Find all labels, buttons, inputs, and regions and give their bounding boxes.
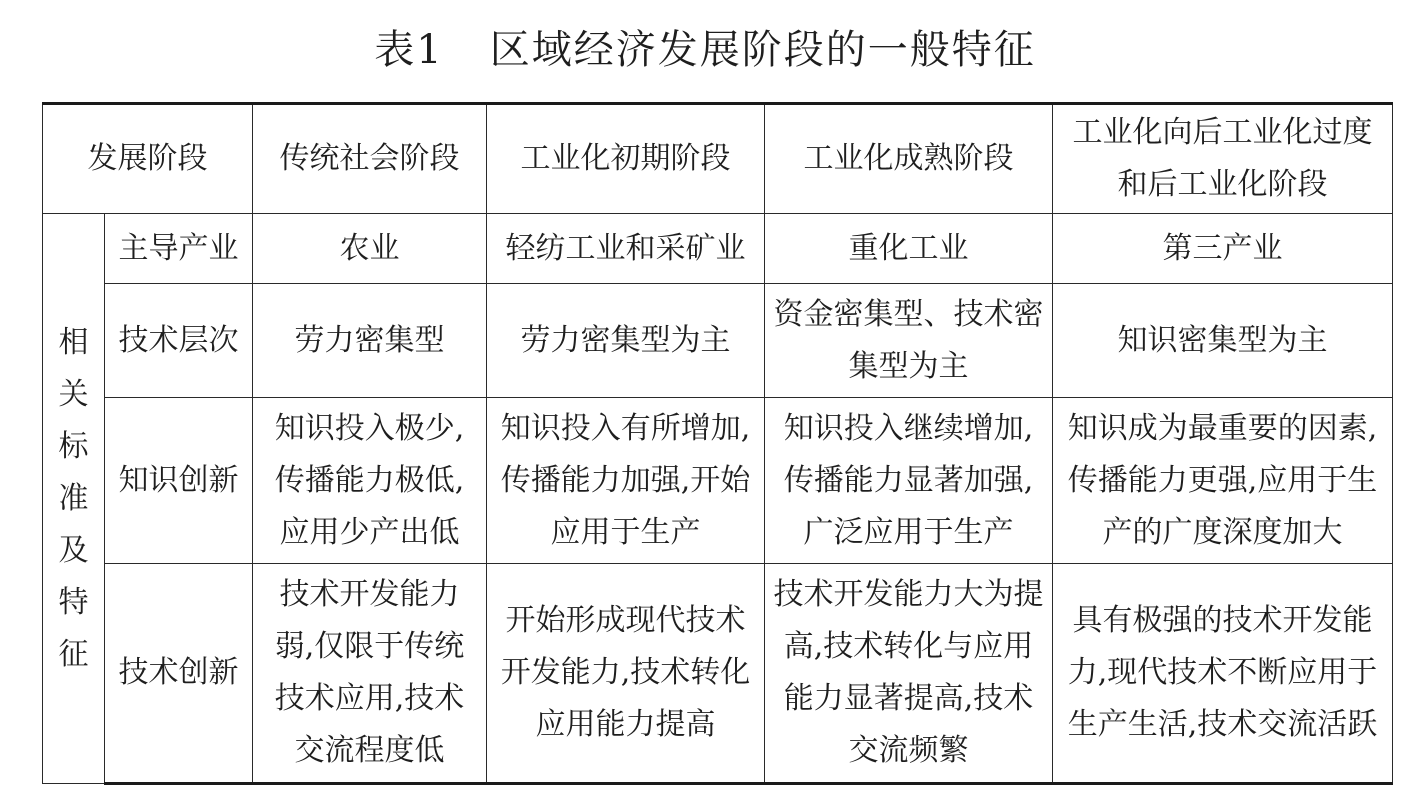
table-cell: 技术开发能力大为提高,技术转化与应用能力显著提高,技术交流频繁 xyxy=(765,564,1053,784)
row-label-knowledge-innovation: 知识创新 xyxy=(105,398,253,564)
row-label-leading-industry: 主导产业 xyxy=(105,214,253,284)
table-caption: 区域经济发展阶段的一般特征 xyxy=(489,27,1036,73)
row-label-tech-level: 技术层次 xyxy=(105,284,253,398)
table-cell: 知识投入有所增加,传播能力加强,开始应用于生产 xyxy=(487,398,765,564)
table-cell: 重化工业 xyxy=(765,214,1053,284)
header-col-traditional: 传统社会阶段 xyxy=(253,104,487,214)
row-label-tech-innovation: 技术创新 xyxy=(105,564,253,784)
header-stage-label: 发展阶段 xyxy=(43,104,253,214)
table-number: 表1 xyxy=(374,27,444,73)
stage-characteristics-table xyxy=(42,102,1393,785)
group-label: 相关标准及特征 xyxy=(58,324,89,672)
table-cell: 劳力密集型 xyxy=(253,284,487,398)
header-row xyxy=(43,104,1393,214)
table-cell: 技术开发能力弱,仅限于传统技术应用,技术交流程度低 xyxy=(253,564,487,784)
header-col-early-industrial: 工业化初期阶段 xyxy=(487,104,765,214)
table-cell: 劳力密集型为主 xyxy=(487,284,765,398)
table-cell: 轻纺工业和采矿业 xyxy=(487,214,765,284)
table-cell: 知识成为最重要的因素,传播能力更强,应用于生产的广度深度加大 xyxy=(1053,398,1393,564)
table-cell: 知识投入极少,传播能力极低,应用少产出低 xyxy=(253,398,487,564)
table-cell: 知识投入继续增加,传播能力显著加强,广泛应用于生产 xyxy=(765,398,1053,564)
header-col-post-industrial: 工业化向后工业化过度和后工业化阶段 xyxy=(1053,104,1393,214)
group-label-cell xyxy=(43,214,105,784)
table-cell: 具有极强的技术开发能力,现代技术不断应用于生产生活,技术交流活跃 xyxy=(1053,564,1393,784)
table-cell: 知识密集型为主 xyxy=(1053,284,1393,398)
table-cell: 第三产业 xyxy=(1053,214,1393,284)
table-cell: 开始形成现代技术开发能力,技术转化应用能力提高 xyxy=(487,564,765,784)
table-row xyxy=(43,284,1393,398)
header-col-mature-industrial: 工业化成熟阶段 xyxy=(765,104,1053,214)
table-row xyxy=(43,398,1393,564)
table-cell: 资金密集型、技术密集型为主 xyxy=(765,284,1053,398)
table-cell: 农业 xyxy=(253,214,487,284)
table-row xyxy=(43,214,1393,284)
table-row xyxy=(43,564,1393,784)
table-title xyxy=(0,22,1410,78)
